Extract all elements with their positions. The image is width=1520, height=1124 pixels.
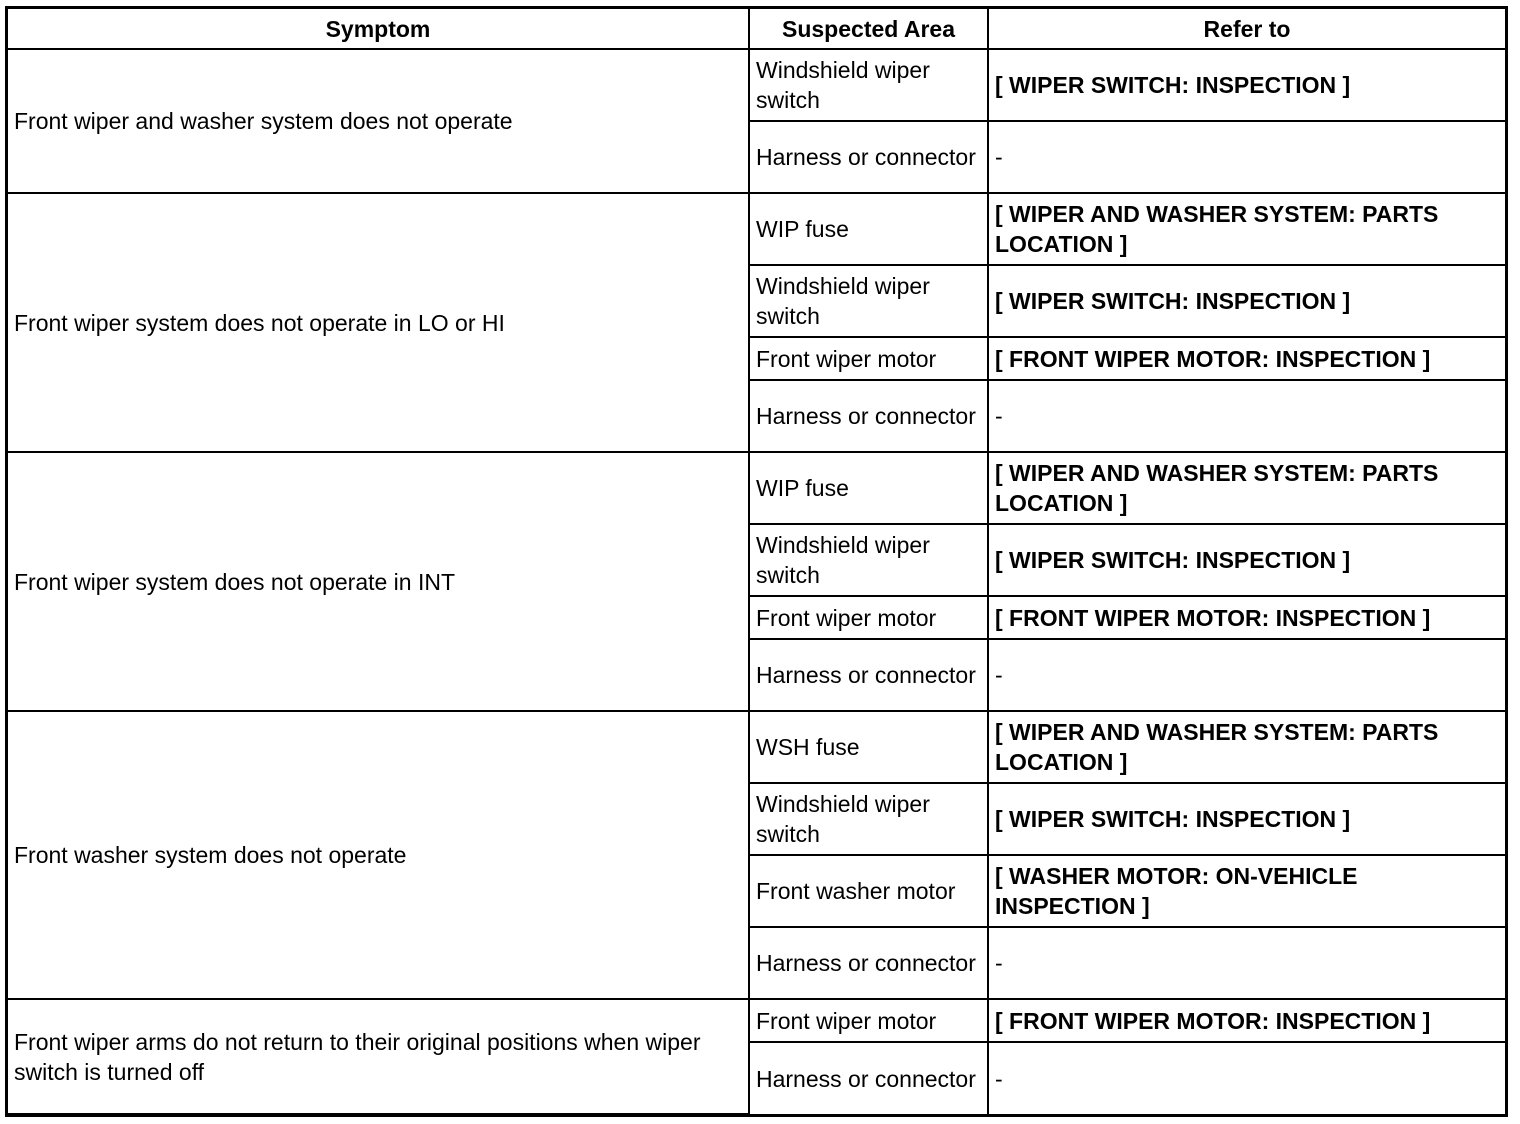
suspected-area-cell: Windshield wiper switch [749, 783, 988, 855]
refer-to-link[interactable]: [ FRONT WIPER MOTOR: INSPECTION ] [988, 596, 1505, 639]
suspected-area-cell: Windshield wiper switch [749, 265, 988, 337]
refer-to-link[interactable]: [ WIPER SWITCH: INSPECTION ] [988, 49, 1505, 121]
suspected-area-cell: Harness or connector [749, 121, 988, 193]
refer-to-empty: - [988, 121, 1505, 193]
refer-to-empty: - [988, 639, 1505, 711]
suspected-area-cell: Harness or connector [749, 1042, 988, 1114]
suspected-area-cell: Front wiper motor [749, 596, 988, 639]
header-suspected-area: Suspected Area [749, 9, 988, 49]
suspected-area-cell: WIP fuse [749, 193, 988, 265]
symptom-cell: Front washer system does not operate [8, 711, 749, 999]
table-row [8, 999, 1505, 1042]
refer-to-empty: - [988, 380, 1505, 452]
table-row [8, 452, 1505, 524]
table-row [8, 193, 1505, 265]
refer-to-link[interactable]: [ WASHER MOTOR: ON-VEHICLE INSPECTION ] [988, 855, 1505, 927]
suspected-area-cell: Harness or connector [749, 927, 988, 999]
refer-to-link[interactable]: [ FRONT WIPER MOTOR: INSPECTION ] [988, 337, 1505, 380]
symptom-cell: Front wiper system does not operate in LO or HI [8, 193, 749, 452]
header-refer-to: Refer to [988, 9, 1505, 49]
symptom-cell: Front wiper and washer system does not operate [8, 49, 749, 193]
symptom-table [8, 9, 1505, 1115]
refer-to-link[interactable]: [ WIPER AND WASHER SYSTEM: PARTS LOCATION ] [988, 193, 1505, 265]
suspected-area-cell: WSH fuse [749, 711, 988, 783]
symptom-cell: Front wiper arms do not return to their original positions when wiper switch is turned off [8, 999, 749, 1114]
suspected-area-cell: Windshield wiper switch [749, 524, 988, 596]
suspected-area-cell: Front wiper motor [749, 999, 988, 1042]
refer-to-link[interactable]: [ WIPER AND WASHER SYSTEM: PARTS LOCATION ] [988, 452, 1505, 524]
suspected-area-cell: Windshield wiper switch [749, 49, 988, 121]
suspected-area-cell: Harness or connector [749, 639, 988, 711]
header-symptom: Symptom [8, 9, 749, 49]
symptom-cell: Front wiper system does not operate in INT [8, 452, 749, 711]
refer-to-link[interactable]: [ WIPER SWITCH: INSPECTION ] [988, 265, 1505, 337]
suspected-area-cell: Front wiper motor [749, 337, 988, 380]
refer-to-empty: - [988, 1042, 1505, 1114]
header-row [8, 9, 1505, 49]
refer-to-empty: - [988, 927, 1505, 999]
table-row [8, 49, 1505, 121]
table-row [8, 711, 1505, 783]
refer-to-link[interactable]: [ FRONT WIPER MOTOR: INSPECTION ] [988, 999, 1505, 1042]
suspected-area-cell: Harness or connector [749, 380, 988, 452]
refer-to-link[interactable]: [ WIPER SWITCH: INSPECTION ] [988, 524, 1505, 596]
refer-to-link[interactable]: [ WIPER SWITCH: INSPECTION ] [988, 783, 1505, 855]
diagnosis-table-frame [5, 6, 1508, 1117]
suspected-area-cell: Front washer motor [749, 855, 988, 927]
refer-to-link[interactable]: [ WIPER AND WASHER SYSTEM: PARTS LOCATION ] [988, 711, 1505, 783]
suspected-area-cell: WIP fuse [749, 452, 988, 524]
